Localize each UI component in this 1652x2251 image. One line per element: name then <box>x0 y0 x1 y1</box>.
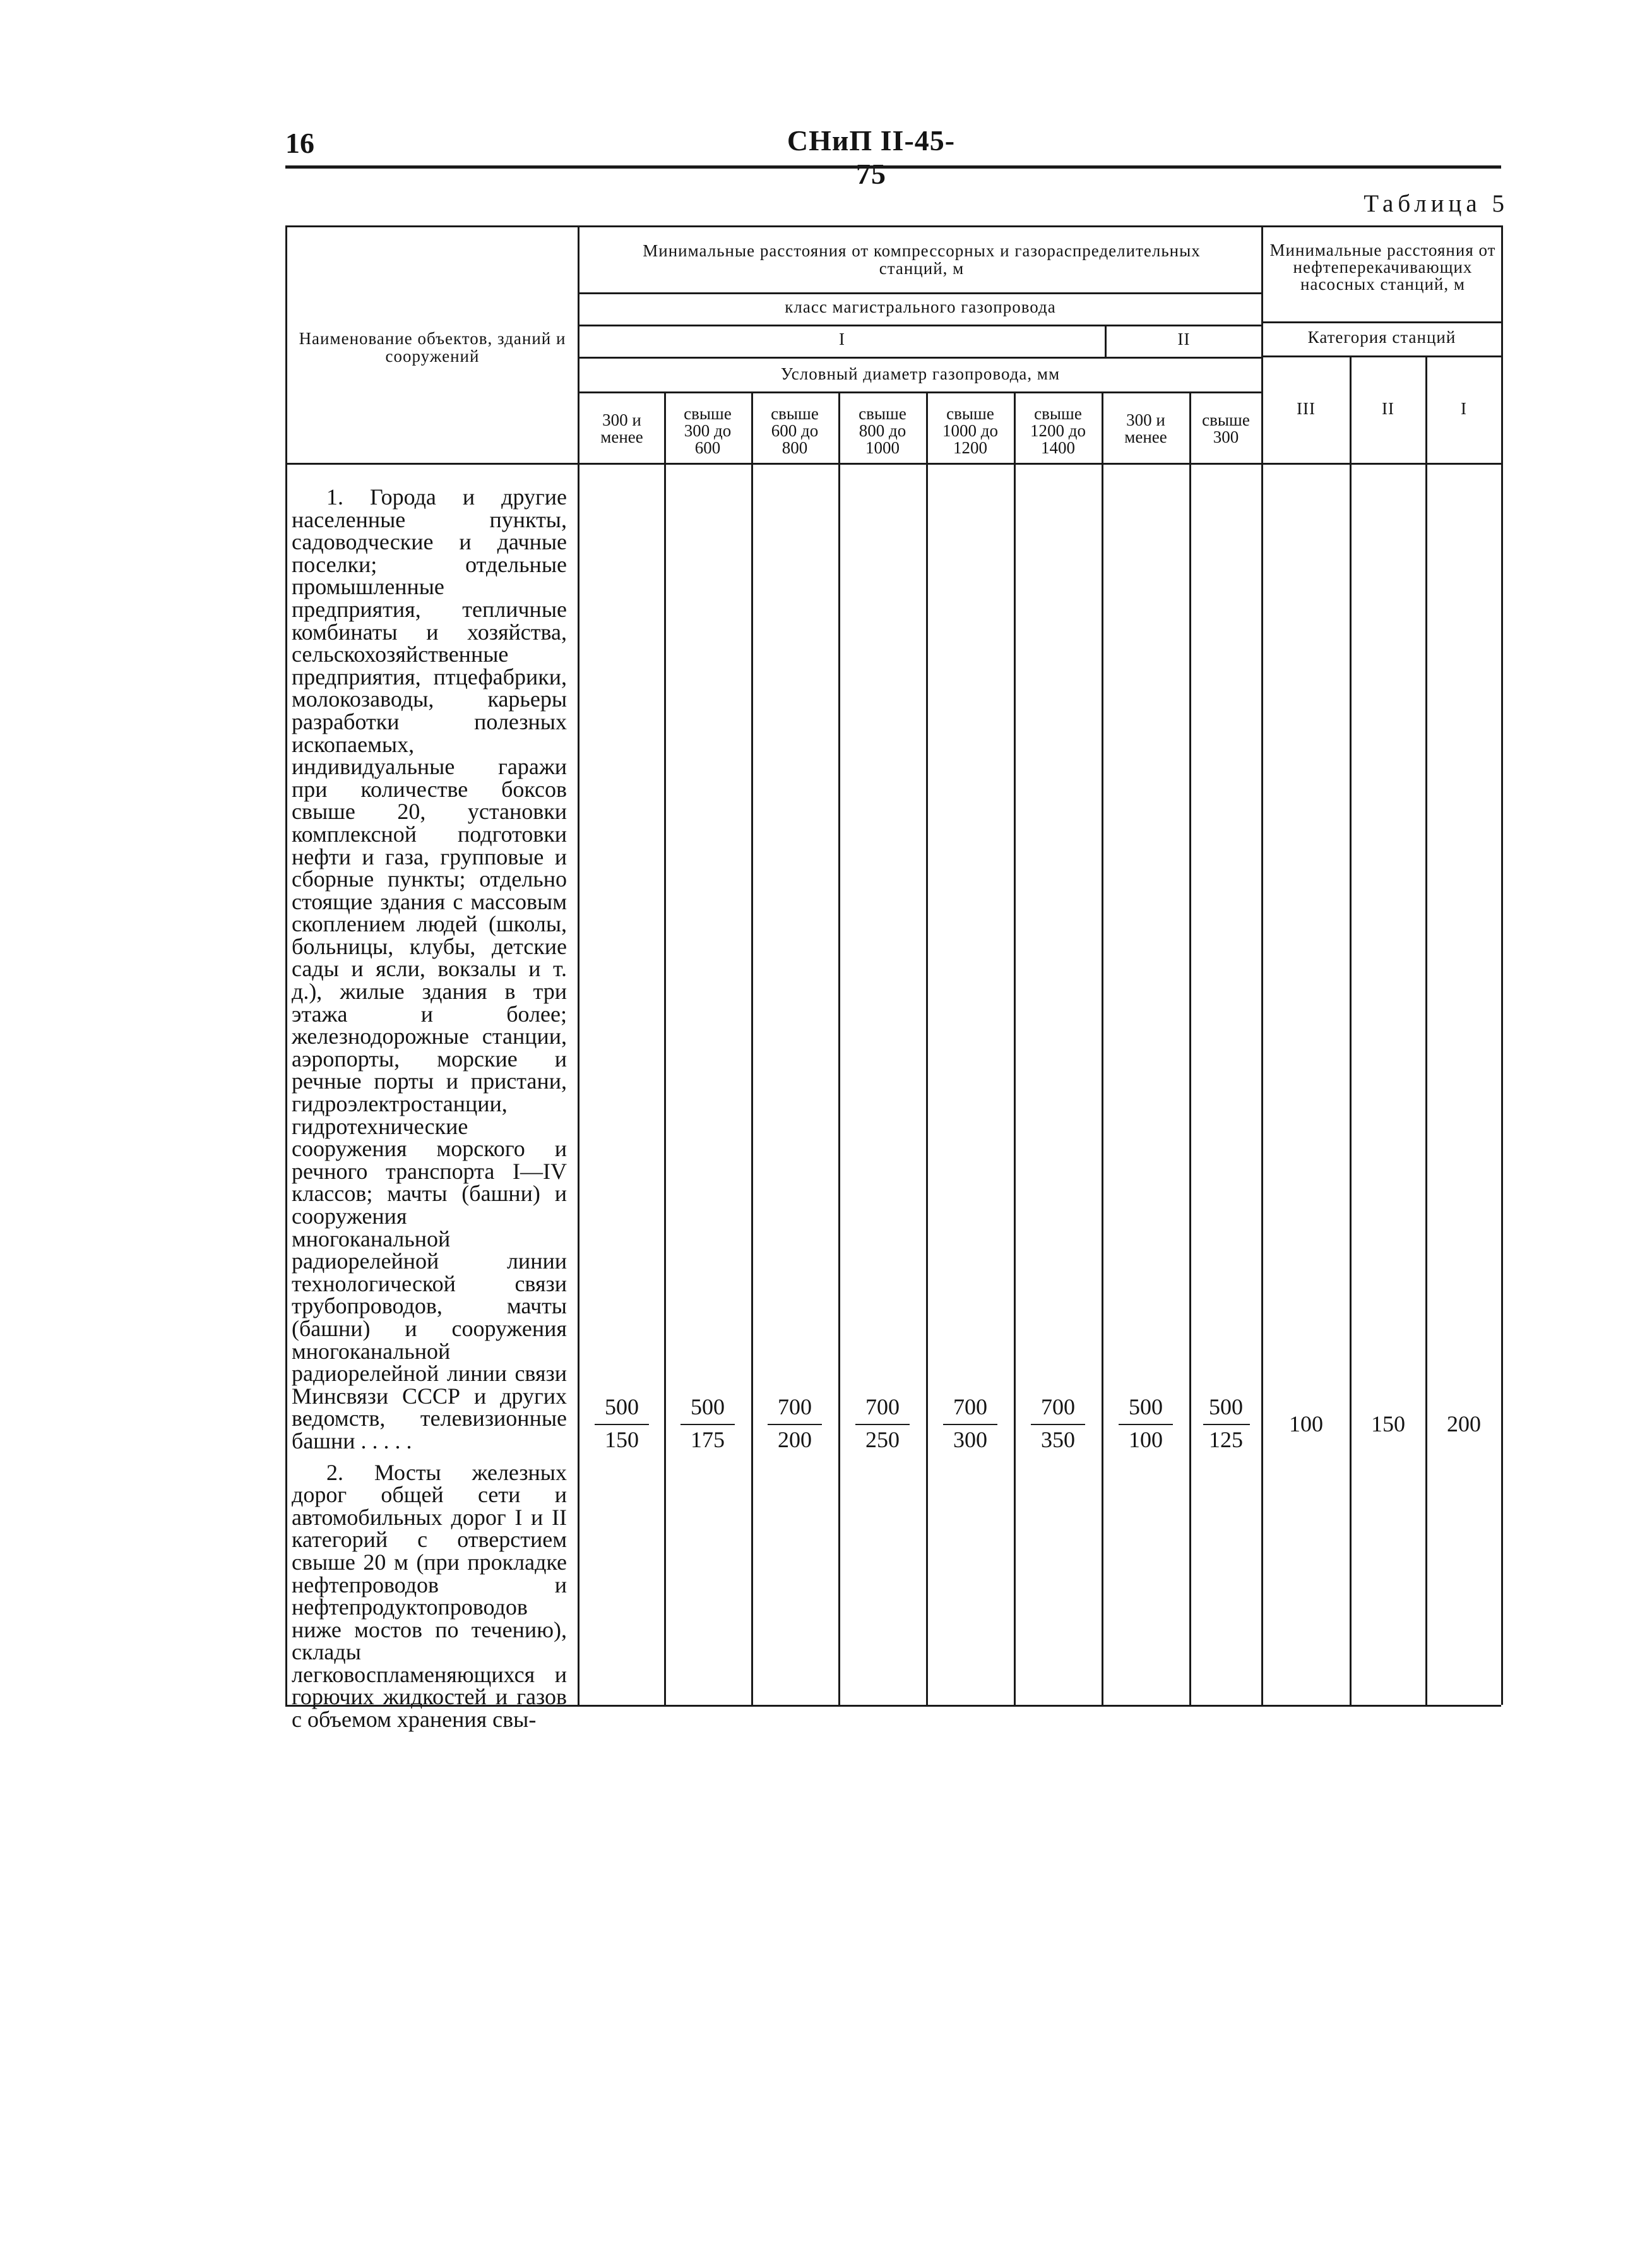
fraction-bar <box>1203 1424 1250 1425</box>
group-header-compressor-stations: Минимальные расстояния от компрессорных и газораспределительных станций, м <box>643 241 1201 278</box>
col-divider-9 <box>1425 355 1427 1705</box>
distance-value-bottom: 300 <box>953 1427 987 1452</box>
pipeline-class-i: I <box>839 330 845 349</box>
group-divider <box>1261 225 1263 1705</box>
object-item-2: 2. Мосты железных дорог общей сети и автомобильных дорог I и II категорий с отверстием свыше 20 м (при прокладке нефтепроводов и нефтепродуктопроводов ниже мостов по течению), склады легковоспламеняющихся и горючих жидкостей и газов с объемом хранения свы- <box>292 1459 567 1733</box>
table-label: Таблица 5 <box>1364 190 1509 217</box>
col-divider-5 <box>1014 391 1016 1705</box>
distance-value-bottom: 100 <box>1129 1427 1163 1452</box>
header-bottom-border <box>285 463 1501 465</box>
distance-value-top: 500 <box>1209 1394 1243 1419</box>
distance-value-top: 500 <box>691 1394 725 1419</box>
pump-station-distance: 200 <box>1447 1411 1481 1436</box>
pipeline-class-ii: II <box>1177 330 1191 349</box>
diameter-row-top-line <box>579 357 1261 359</box>
category-col-header: I <box>1461 399 1467 418</box>
diameter-col-header: свыше 300 <box>1202 410 1250 446</box>
class-row-bottom-line <box>579 325 1261 326</box>
category-col-header: II <box>1382 399 1394 418</box>
pump-station-distance: 150 <box>1371 1411 1405 1436</box>
col-divider-1 <box>664 391 666 1705</box>
fraction-bar <box>943 1424 997 1425</box>
page-number: 16 <box>285 127 314 159</box>
col-divider-2 <box>751 391 753 1705</box>
pump-station-distance: 100 <box>1289 1411 1323 1436</box>
category-cols-top-line <box>1263 355 1501 357</box>
station-category-label: Категория станций <box>1307 328 1456 347</box>
name-column-divider <box>578 225 579 1705</box>
diameter-col-header: свыше 600 до 800 <box>771 404 819 457</box>
name-column-left-border <box>285 225 287 1705</box>
diameter-col-header: свыше 1000 до 1200 <box>942 404 998 457</box>
distance-value-top: 500 <box>605 1394 639 1419</box>
object-description <box>292 486 567 1731</box>
fraction-bar <box>595 1424 649 1425</box>
diameter-col-header: 300 и менее <box>1124 410 1167 446</box>
fraction-bar <box>1119 1424 1173 1425</box>
distance-value-bottom: 200 <box>778 1427 812 1452</box>
fraction-bar <box>1031 1424 1085 1425</box>
distance-value-top: 700 <box>1041 1394 1075 1419</box>
distance-value-bottom: 350 <box>1041 1427 1075 1452</box>
distance-value-top: 700 <box>953 1394 987 1419</box>
col-divider-3 <box>838 391 840 1705</box>
category-row-top-line <box>1263 321 1501 323</box>
header-rule <box>285 165 1501 169</box>
document-code: СНиП II-45-75 <box>787 124 956 190</box>
col-divider-7 <box>1189 391 1191 1705</box>
class-row-top-line <box>579 292 1261 294</box>
diameter-cols-top-line <box>579 391 1261 393</box>
diameter-col-header: свыше 300 до 600 <box>684 404 732 457</box>
distance-value-bottom: 150 <box>605 1427 639 1452</box>
diameter-col-header: 300 и менее <box>600 410 643 446</box>
table-right-border <box>1501 225 1503 1705</box>
column-header-object-name: Наименование объектов, зданий и сооружений <box>299 329 566 366</box>
category-col-header: III <box>1297 399 1316 418</box>
col-divider-6 <box>1102 391 1103 1705</box>
object-item-1: 1. Города и другие населенные пункты, садоводческие и дачные поселки; отдельные промышленные предприятия, тепличные комбинаты и хозяйства, сельскохозяйственные предприятия, птцефабрики, молокозаводы, карьеры разработки полезных ископаемых, индивидуальные гаражи при количестве боксов свыше 20, установки комплексной подготовки нефти и газа, групповые и сборные пункты; отдельно стоящие здания с массовым скоплением людей (школы, больницы, клубы, детские сады и ясли, вокзалы и т. д.), жилые здания в три этажа и более; железнодорожные станции, аэропорты, морские и речные порты и пристани, гидроэлектростанции, гидротехнические сооружения морского и речного транспорта I—IV классов; мачты (башни) и сооружения многоканальной радиорелейной линии технологической связи трубопроводов, мачты (башни) и сооружения многоканальной радиорелейной линии связи Минсвязи СССР и других ведомств, телевизионные башни . . . . . <box>292 484 567 1454</box>
diameter-col-header: свыше 800 до 1000 <box>859 404 906 457</box>
fraction-bar <box>680 1424 735 1425</box>
distance-value-bottom: 125 <box>1209 1427 1243 1452</box>
group-header-pump-stations: Минимальные расстояния от нефтеперекачивающих насосных станций, м <box>1269 241 1496 294</box>
pipeline-class-label: класс магистрального газопровода <box>785 297 1056 316</box>
col-divider-8 <box>1350 355 1352 1705</box>
table-top-border <box>285 225 1501 227</box>
fraction-bar <box>768 1424 822 1425</box>
distance-value-bottom: 175 <box>691 1427 725 1452</box>
distance-value-top: 500 <box>1129 1394 1163 1419</box>
distance-value-bottom: 250 <box>865 1427 900 1452</box>
fraction-bar <box>855 1424 910 1425</box>
distance-value-top: 700 <box>778 1394 812 1419</box>
diameter-col-header: свыше 1200 до 1400 <box>1030 404 1086 457</box>
distance-value-top: 700 <box>865 1394 900 1419</box>
col-divider-4 <box>926 391 928 1705</box>
diameter-label: Условный диаметр газопровода, мм <box>780 364 1061 383</box>
